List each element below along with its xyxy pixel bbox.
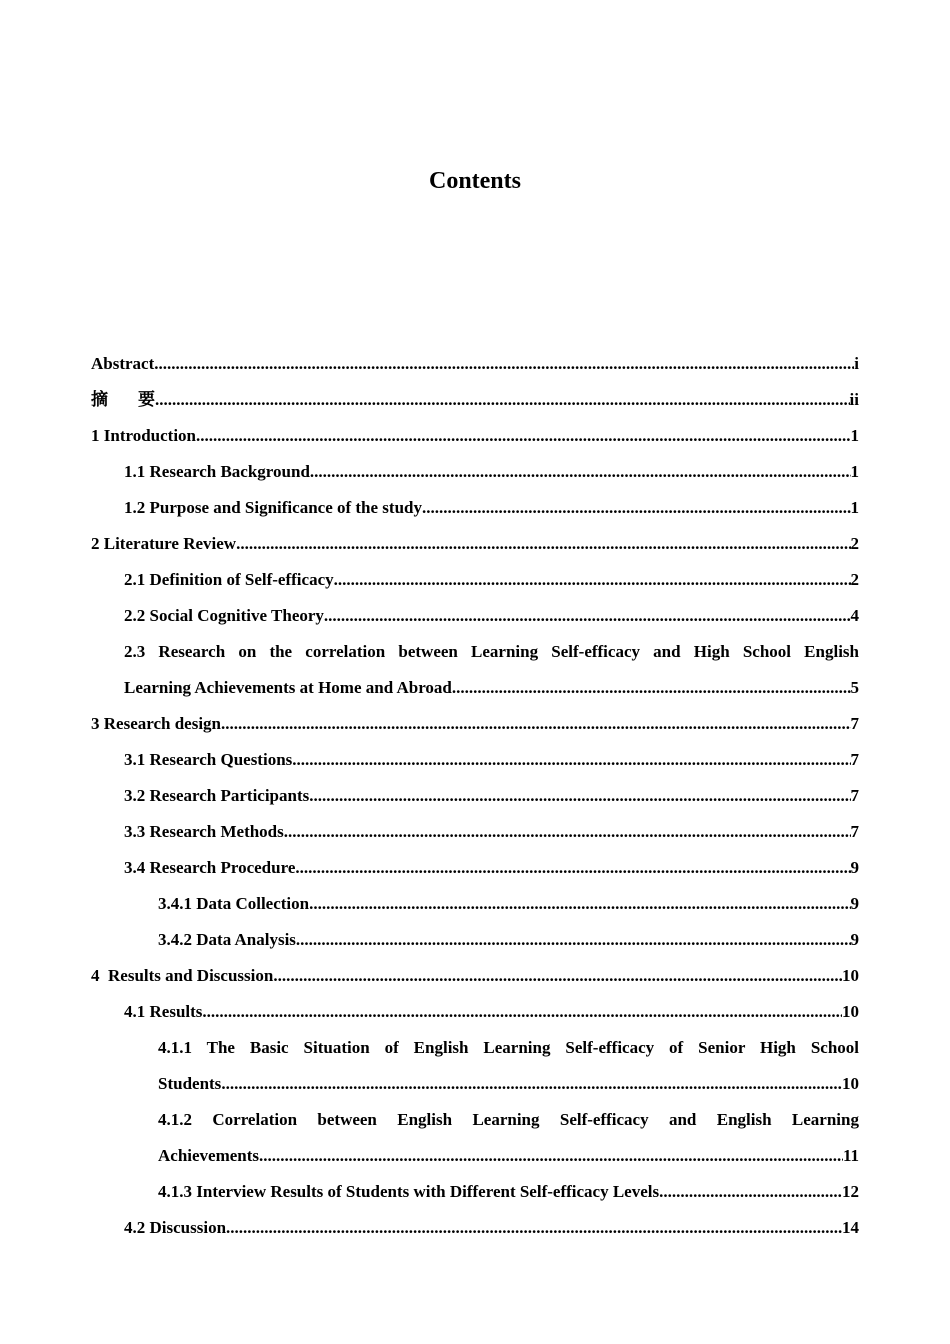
- dot-leader: [273, 958, 842, 994]
- toc-entry-label: Abstract: [91, 354, 155, 373]
- toc-page-number: 11: [842, 1146, 859, 1165]
- toc-entry-section-2-2[interactable]: [91, 598, 859, 634]
- toc-entry-section-4-1-1[interactable]: [91, 1030, 859, 1102]
- dot-leader: [226, 1210, 842, 1246]
- toc-entry-chapter-4[interactable]: [91, 958, 859, 994]
- dot-leader: [296, 922, 851, 958]
- dot-leader: [295, 850, 850, 886]
- toc-entry-section-3-4-2[interactable]: [91, 922, 859, 958]
- dot-leader: [310, 454, 851, 490]
- toc-page-number: i: [854, 354, 859, 373]
- toc-page-number: 10: [842, 1074, 859, 1093]
- toc-page-number: 10: [842, 966, 859, 985]
- toc-entry-label-line-1: 4.1.1 The Basic Situation of English Learning Self-efficacy of Senior High School: [158, 1038, 859, 1057]
- toc-page-number: 7: [850, 822, 859, 841]
- toc-entry-label: 1.2 Purpose and Significance of the study: [124, 498, 422, 517]
- toc-entry-label: 1.1 Research Background: [124, 462, 310, 481]
- toc-page-number: 9: [850, 930, 859, 949]
- toc-entry-section-3-3[interactable]: [91, 814, 859, 850]
- toc-page-number: 1: [850, 426, 859, 445]
- toc-entry-label: 2.2 Social Cognitive Theory: [124, 606, 324, 625]
- toc-page-number: 2: [850, 534, 859, 553]
- dot-leader: [309, 886, 850, 922]
- toc-entry-label: 3.4.1 Data Collection: [158, 894, 310, 913]
- toc-entry-chapter-1[interactable]: [91, 418, 859, 454]
- dot-leader: [202, 994, 842, 1030]
- toc-page-number: 7: [850, 750, 859, 769]
- toc-entry-label: 4.1 Results: [124, 1002, 203, 1021]
- toc-entry-section-1-2[interactable]: [91, 490, 859, 526]
- toc-entry-chapter-3[interactable]: [91, 706, 859, 742]
- toc-entry-zhaiyao[interactable]: [91, 382, 859, 418]
- toc-page-number: 4: [850, 606, 859, 625]
- dot-leader: [334, 562, 851, 598]
- toc-entry-label: 3.1 Research Questions: [124, 750, 293, 769]
- toc-entry-label: 4.1.3 Interview Results of Students with Different Self-efficacy Levels: [158, 1182, 660, 1201]
- toc-entry-label: 3.2 Research Participants: [124, 786, 310, 805]
- toc-entry-label: 3.3 Research Methods: [124, 822, 284, 841]
- toc-page-number: 7: [850, 714, 859, 733]
- toc-entry-label-line-1: 4.1.2 Correlation between English Learning Self-efficacy and English Learning: [158, 1110, 859, 1129]
- toc-entry-label: 4.2 Discussion: [124, 1218, 227, 1237]
- toc-page-number: 14: [842, 1218, 859, 1237]
- dot-leader: [284, 814, 851, 850]
- toc-entry-abstract[interactable]: [91, 346, 859, 382]
- toc-page-number: 1: [850, 462, 859, 481]
- toc-entry-section-3-1[interactable]: [91, 742, 859, 778]
- dot-leader: [292, 742, 850, 778]
- page-title: Contents: [428, 168, 521, 194]
- toc-page-number: ii: [849, 390, 859, 409]
- toc-entry-section-3-4-1[interactable]: [91, 886, 859, 922]
- dot-leader: [452, 670, 851, 706]
- toc-page-number: 9: [850, 858, 859, 877]
- toc-page-number: 12: [842, 1182, 859, 1201]
- dot-leader: [309, 778, 850, 814]
- toc-page-number: 1: [850, 498, 859, 517]
- toc-entry-section-4-2[interactable]: [91, 1210, 859, 1246]
- toc-entry-label-line-2: Learning Achievements at Home and Abroad: [124, 678, 452, 697]
- toc-entry-label-line-1: 2.3 Research on the correlation between Learning Self-efficacy and High School English: [124, 642, 859, 661]
- dot-leader: [221, 1066, 842, 1102]
- toc-entry-section-3-4[interactable]: [91, 850, 859, 886]
- toc-entry-label: 4 Results and Discussion: [91, 966, 274, 985]
- dot-leader: [259, 1138, 843, 1174]
- dot-leader: [236, 526, 850, 562]
- dot-leader: [659, 1174, 842, 1210]
- toc-entry-label: 3.4 Research Procedure: [124, 858, 296, 877]
- toc-entry-section-4-1[interactable]: [91, 994, 859, 1030]
- toc-entry-section-2-3[interactable]: [91, 634, 859, 706]
- toc-entry-section-4-1-3[interactable]: [91, 1174, 859, 1210]
- toc-entry-section-4-1-2[interactable]: [91, 1102, 859, 1174]
- dot-leader: [155, 382, 850, 418]
- toc-entry-label: 3 Research design: [91, 714, 222, 733]
- toc-entry-label: 摘要: [91, 390, 185, 409]
- toc-entry-chapter-2[interactable]: [91, 526, 859, 562]
- dot-leader: [196, 418, 850, 454]
- toc-entry-section-2-1[interactable]: [91, 562, 859, 598]
- toc-page-number: 10: [842, 1002, 859, 1021]
- toc-entry-label: 2 Literature Review: [91, 534, 237, 553]
- dot-leader: [154, 346, 854, 382]
- toc-entry-label: 1 Introduction: [91, 426, 197, 445]
- toc-page-number: 9: [850, 894, 859, 913]
- toc-page-number: 2: [850, 570, 859, 589]
- toc-entry-label: 3.4.2 Data Analysis: [158, 930, 296, 949]
- toc-entry-label-line-2: Achievements: [158, 1146, 260, 1165]
- toc-entry-section-3-2[interactable]: [91, 778, 859, 814]
- dot-leader: [422, 490, 851, 526]
- toc-page-number: 7: [850, 786, 859, 805]
- toc-entry-label: 2.1 Definition of Self-efficacy: [124, 570, 334, 589]
- toc-entry-section-1-1[interactable]: [91, 454, 859, 490]
- dot-leader: [221, 706, 850, 742]
- dot-leader: [324, 598, 851, 634]
- toc-entry-label-line-2: Students: [158, 1074, 222, 1093]
- table-of-contents: [91, 346, 859, 1246]
- toc-page-number: 5: [850, 678, 859, 697]
